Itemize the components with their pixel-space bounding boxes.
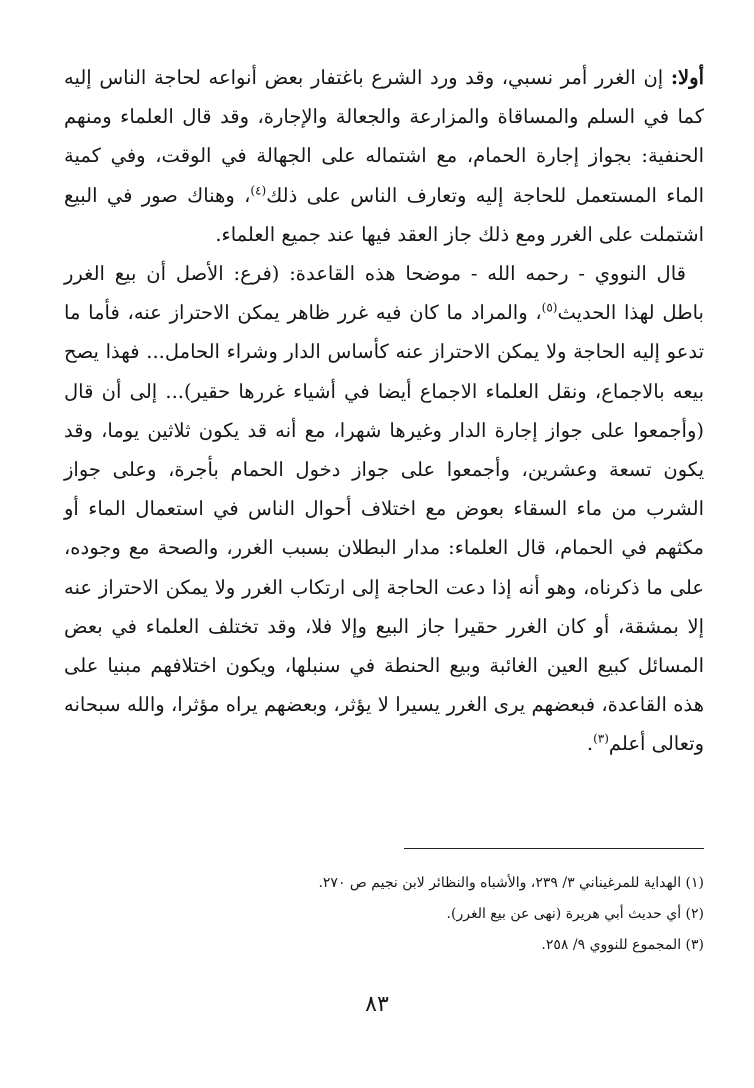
paragraph-2	[64, 254, 704, 764]
paragraph-2-text-a: قال النووي - رحمه الله - موضحا هذه القاعدة: (فرع: الأصل أن بيع الغرر باطل لهذا الحديث	[64, 262, 704, 325]
footnote-divider	[404, 848, 704, 849]
paragraph-2-end: .	[586, 732, 594, 756]
footnote-ref-5: (٥)	[541, 300, 558, 315]
footnote-3: (٣) المجموع للنووي ٩/ ٢٥٨.	[541, 937, 704, 953]
paragraph-1-text-b: ، وهناك صور في البيع اشتملت على الغرر ومع ذلك جاز العقد فيها عند جميع العلماء.	[64, 183, 704, 246]
paragraph-1-text-a: إن الغرر أمر نسبي، وقد ورد الشرع باغتفار بعض أنواعه لحاجة الناس إليه كما في السلم والمساقاة والمزارعة والجعالة والإجارة، وقد قال العلماء ومنهم الحنفية: بجواز إجارة الحمام، مع اشتماله على الجهالة في الوقت، وفي كمية الماء المستعمل للحاجة إليه وتعارف الناس على ذلك	[64, 66, 704, 207]
paragraph-2-text-b: ، والمراد ما كان فيه غرر ظاهر يمكن الاحتراز عنه، فأما ما تدعو إليه الحاجة ولا يمكن الاحتراز عنه كأساس الدار وشراء الحامل... فهذا يصح بيعه بالاجماع، ونقل العلماء الاجماع أيضا في أشياء غررها حقير)... إلى أن قال (وأجمعوا على جواز إجارة الدار وغيرها شهرا، مع أنه قد يكون ثلاثين يوما، وقد يكون تسعة وعشرين، وأجمعوا على جواز دخول الحمام بأجرة، وعلى جواز الشرب من ماء السقاء بعوض مع اختلاف أحوال الناس في استعمال الماء أو مكثهم في الحمام، قال العلماء: مدار البطلان بسبب الغرر، والصحة مع وجوده، على ما ذكرناه، وهو أنه إذا دعت الحاجة إلى ارتكاب الغرر ولا يمكن الاحتراز عنه إلا بمشقة، أو كان الغرر حقيرا جاز البيع وإلا فلا، وقد تختلف العلماء في بعض المسائل كبيع العين الغائبة وبيع الحنطة في سنبلها، ويكون اختلافهم مبنيا على هذه القاعدة، فبعضهم يرى الغرر يسيرا لا يؤثر، وبعضهم يراه مؤثرا، والله سبحانه وتعالى أعلم	[64, 301, 704, 756]
footnotes	[100, 868, 704, 961]
paragraph-1	[64, 58, 704, 254]
main-text	[64, 58, 704, 764]
footnote-2: (٢) أي حديث أبي هريرة (نهى عن بيع الغرر).	[446, 906, 704, 922]
paragraph-lead: أولا:	[670, 66, 704, 89]
footnote-ref-3: (٣)	[593, 731, 609, 746]
footnote-1: (١) الهداية للمرغيناني ٣/ ٢٣٩، والأشباه والنظائر لابن نجيم ص ٢٧٠.	[318, 875, 704, 891]
footnote-ref-4: (٤)	[250, 183, 267, 198]
page-number: ٨٣	[365, 992, 389, 1017]
